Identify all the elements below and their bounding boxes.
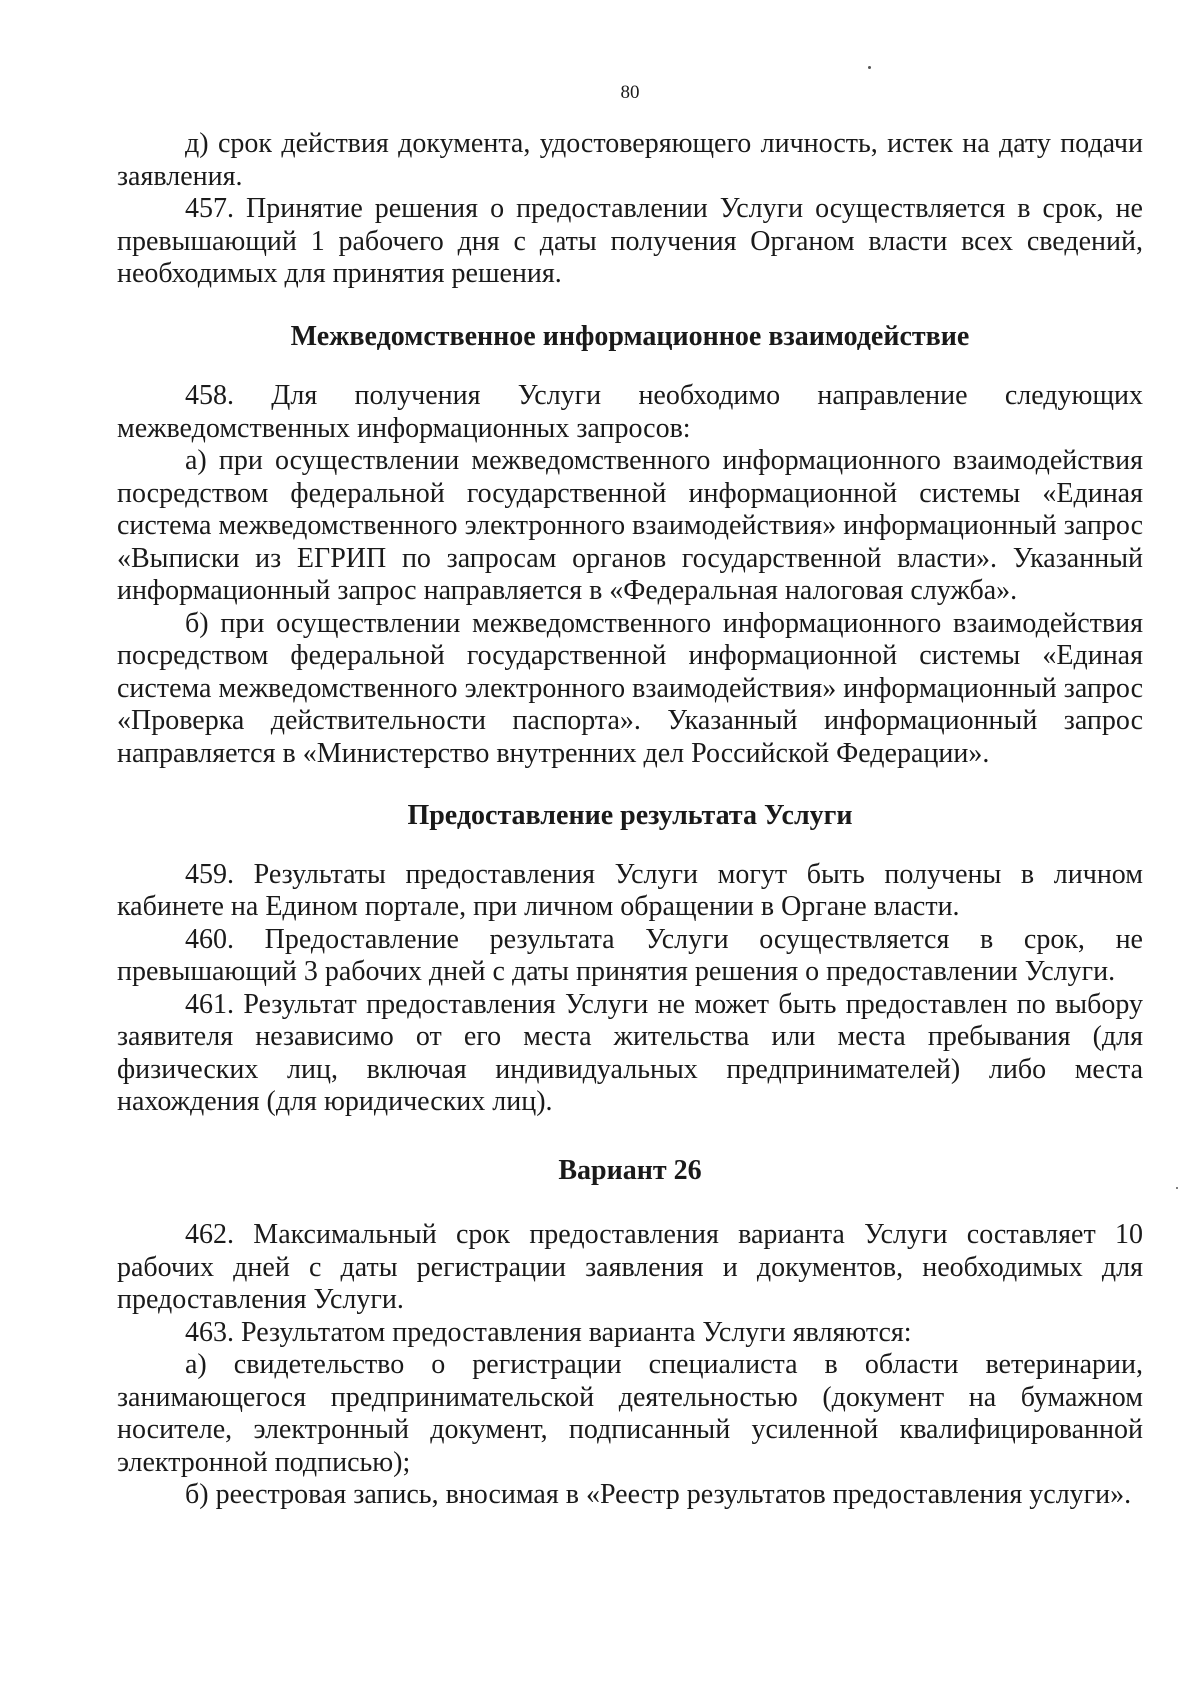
heading-variant-26: Вариант 26 — [558, 1154, 702, 1186]
document-body — [117, 128, 1143, 1512]
paragraph-458-b: б) при осуществлении межведомственного информационного взаимодействия посредством федеральной государственной информационной системы «Единая система межведомственного электронного взаимодействия» информационный запрос «Проверка действительности паспорта». Указанный информационный запрос направляется в «Министерство внутренних дел Российской Федерации». — [117, 607, 1143, 769]
paragraph-461: 461. Результат предоставления Услуги не может быть предоставлен по выбору заявителя независимо от его места жительства или места пребывания (для физических лиц, включая индивидуальных предпринимателей) либо места нахождения (для юридических лиц). — [117, 988, 1143, 1117]
paragraph-457: 457. Принятие решения о предоставлении Услуги осуществляется в срок, не превышающий 1 рабочего дня с даты получения Органом власти всех сведений, необходимых для принятия решения. — [117, 193, 1143, 289]
paragraph-458-a: а) при осуществлении межведомственного информационного взаимодействия посредством федеральной государственной информационной системы «Единая система межведомственного электронного взаимодействия» информационный запрос «Выписки из ЕГРИП по запросам органов государственной власти». Указанный информационный запрос направляется в «Федеральная налоговая служба». — [117, 445, 1143, 606]
heading-result-provision: Предоставление результата Услуги — [407, 800, 853, 831]
paragraph-459: 459. Результаты предоставления Услуги могут быть получены в личном кабинете на Едином портале, при личном обращении в Органе власти. — [117, 858, 1143, 922]
heading-interagency-interaction: Межведомственное информационное взаимодействие — [290, 320, 970, 352]
paragraph-463-a: а) свидетельство о регистрации специалиста в области ветеринарии, занимающегося предпринимательской деятельностью (документ на бумажном носителе, электронный документ, подписанный усиленной квалифицированной электронной подписью); — [117, 1349, 1143, 1478]
page-number: 80 — [620, 82, 640, 103]
paragraph-463-b: б) реестровая запись, вносимая в «Реестр результатов предоставления услуги». — [185, 1479, 1132, 1510]
paragraph-460: 460. Предоставление результата Услуги осуществляется в срок, не превышающий 3 рабочих дней с даты принятия решения о предоставлении Услуги. — [117, 923, 1143, 987]
paragraph-463: 463. Результатом предоставления варианта Услуги являются: — [185, 1316, 912, 1348]
scan-speck — [1176, 1187, 1178, 1189]
paragraph-462: 462. Максимальный срок предоставления варианта Услуги составляет 10 рабочих дней с даты регистрации заявления и документов, необходимых для предоставления Услуги. — [117, 1219, 1143, 1315]
paragraph-d-identity-document: д) срок действия документа, удостоверяющего личность, истек на дату подачи заявления. — [117, 128, 1143, 192]
paragraph-458: 458. Для получения Услуги необходимо направление следующих межведомственных информационных запросов: — [117, 380, 1143, 444]
scan-speck — [868, 66, 871, 69]
